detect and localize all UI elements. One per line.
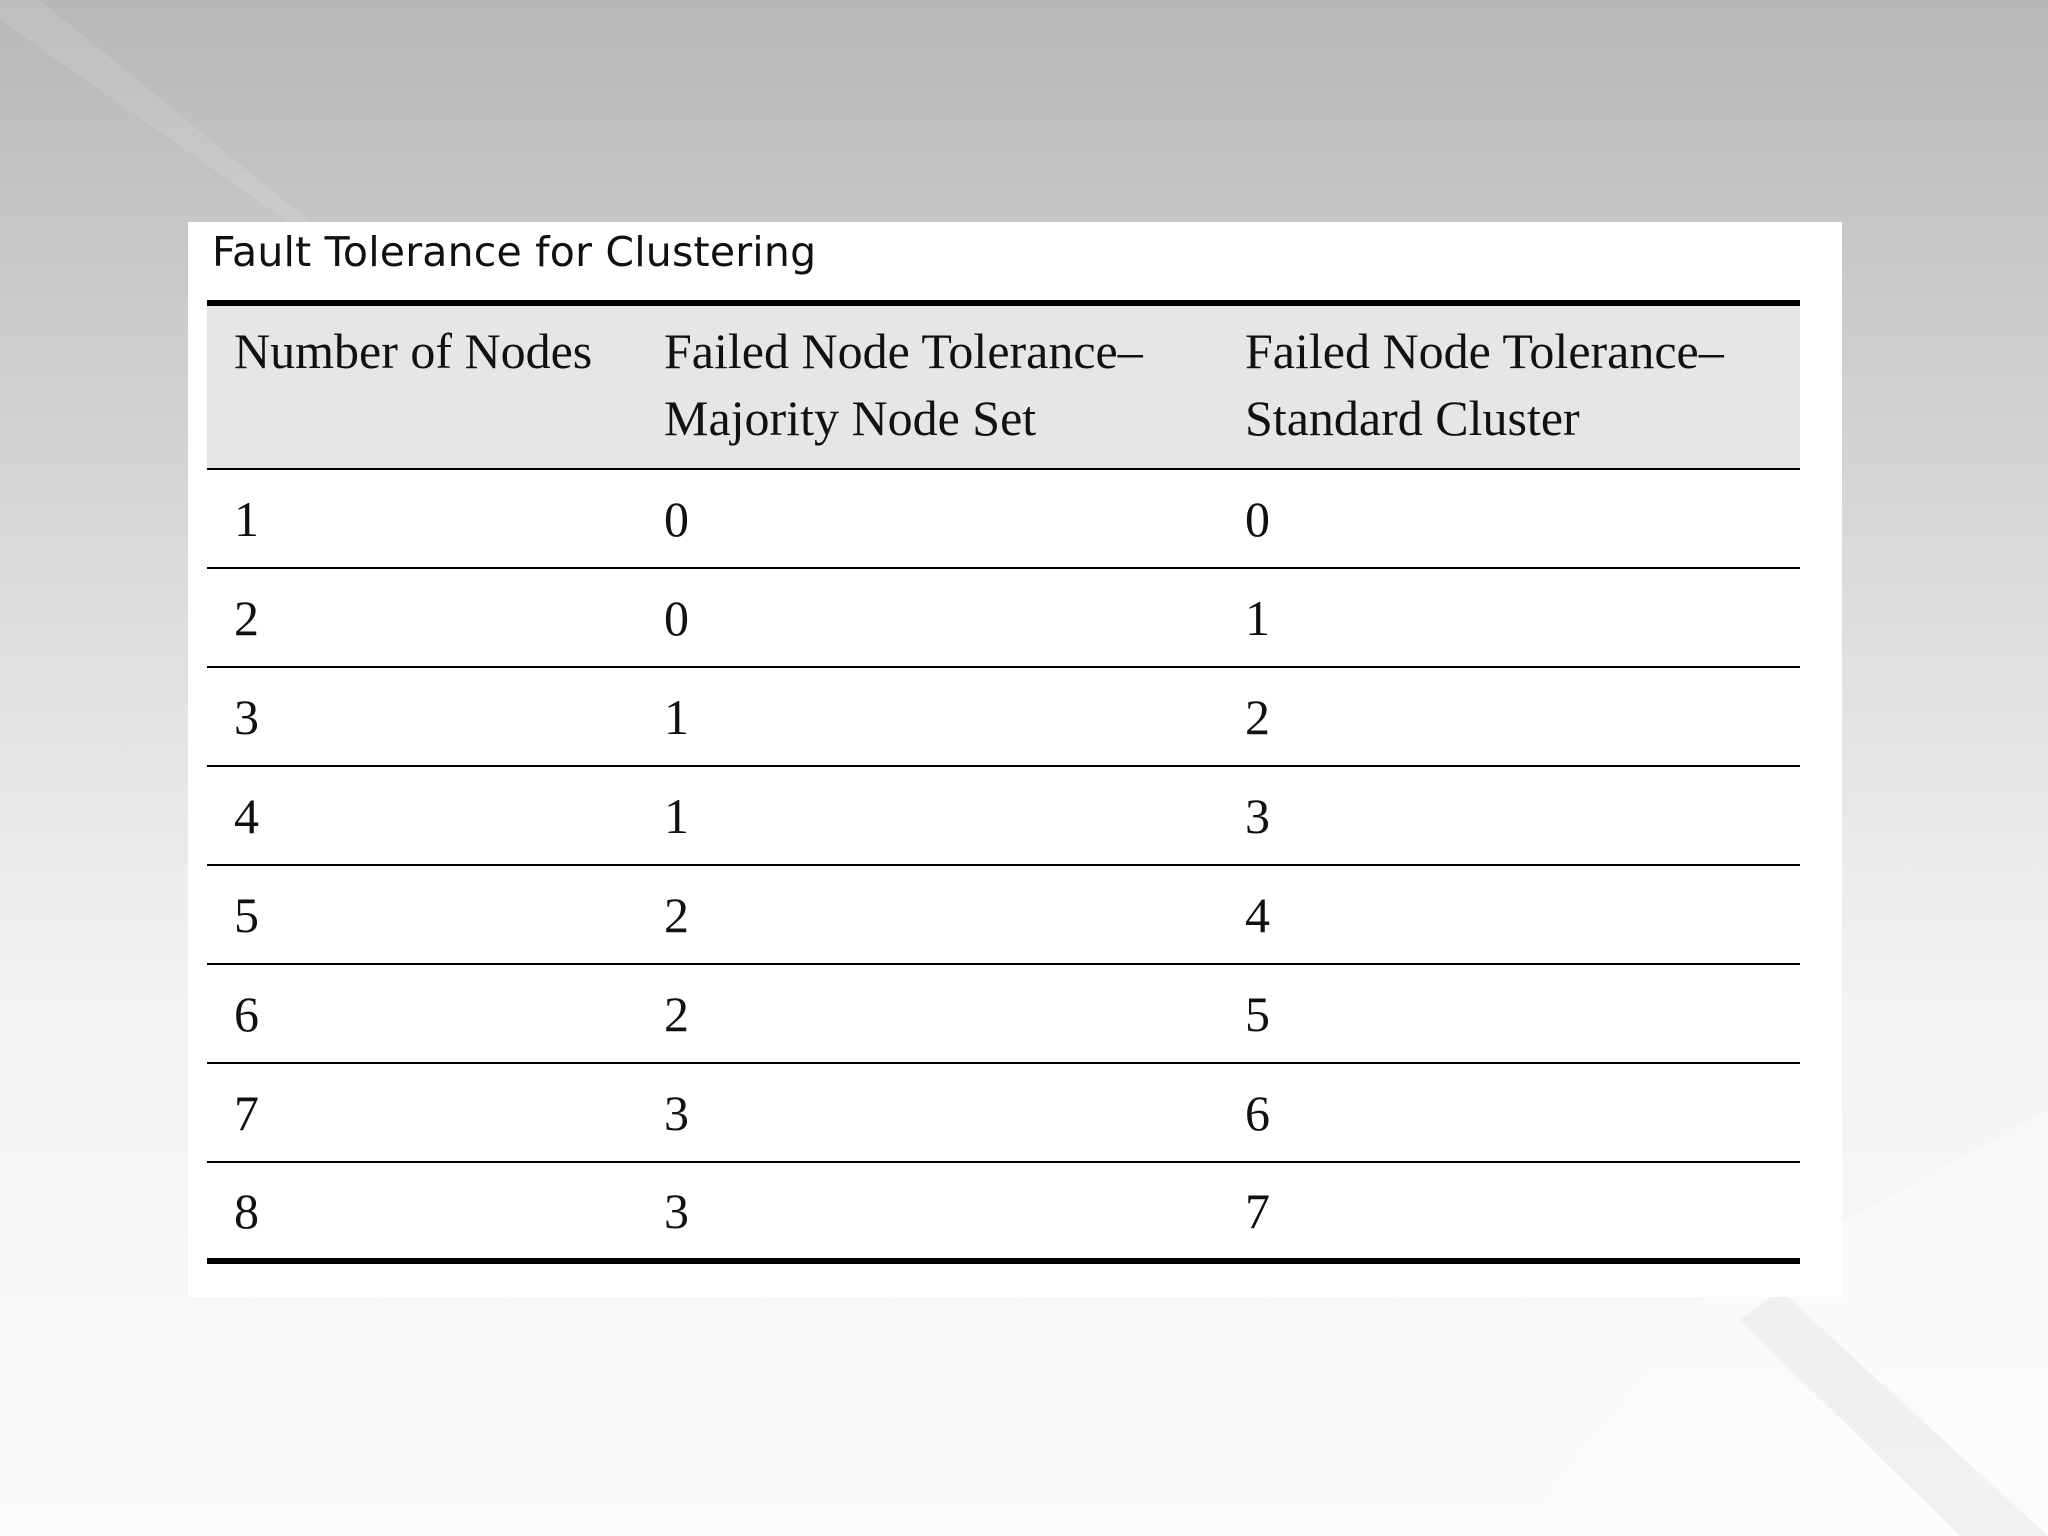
table-caption: Fault Tolerance for Clustering (212, 228, 817, 276)
cell-majority: 0 (637, 469, 1218, 568)
table-header-row (207, 303, 1800, 469)
table-row (207, 964, 1800, 1063)
cell-majority: 3 (664, 1182, 689, 1239)
cell-standard: 2 (1218, 667, 1800, 766)
header-standard-cluster (1218, 303, 1800, 469)
cell-nodes: 3 (207, 667, 637, 766)
cell-majority: 3 (637, 1063, 1218, 1162)
table-card (188, 222, 1842, 1297)
table-row (207, 865, 1800, 964)
cell-majority: 1 (637, 766, 1218, 865)
header-line: Number of Nodes (234, 323, 593, 379)
table-row (207, 568, 1800, 667)
table-row (207, 469, 1800, 568)
cell-standard: 1 (1218, 568, 1800, 667)
header-line: Failed Node Tolerance– (1245, 323, 1724, 379)
fault-tolerance-table (207, 300, 1800, 1264)
cell-nodes: 4 (207, 766, 637, 865)
cell-standard: 3 (1218, 766, 1800, 865)
header-line: Failed Node Tolerance– (664, 323, 1143, 379)
fault-tolerance-table-wrapper (207, 300, 1800, 1264)
cell-nodes: 5 (207, 865, 637, 964)
table-row (207, 1063, 1800, 1162)
cell-nodes: 1 (207, 469, 637, 568)
header-line: Standard Cluster (1245, 390, 1580, 446)
cell-nodes: 2 (207, 568, 637, 667)
header-line: Majority Node Set (664, 390, 1037, 446)
cell-majority: 2 (637, 964, 1218, 1063)
cell-majority: 1 (637, 667, 1218, 766)
table-row (207, 766, 1800, 865)
table-row (207, 667, 1800, 766)
header-number-of-nodes (207, 303, 637, 469)
cell-nodes: 7 (207, 1063, 637, 1162)
cell-standard: 5 (1218, 964, 1800, 1063)
cell-nodes: 6 (207, 964, 637, 1063)
cell-standard: 4 (1218, 865, 1800, 964)
table-row (207, 1162, 1800, 1261)
cell-majority: 2 (637, 865, 1218, 964)
cell-majority: 0 (637, 568, 1218, 667)
cell-standard: 6 (1218, 1063, 1800, 1162)
cell-standard: 7 (1245, 1182, 1270, 1239)
cell-nodes: 8 (234, 1182, 259, 1239)
cell-standard: 0 (1218, 469, 1800, 568)
header-majority-node-set (637, 303, 1218, 469)
